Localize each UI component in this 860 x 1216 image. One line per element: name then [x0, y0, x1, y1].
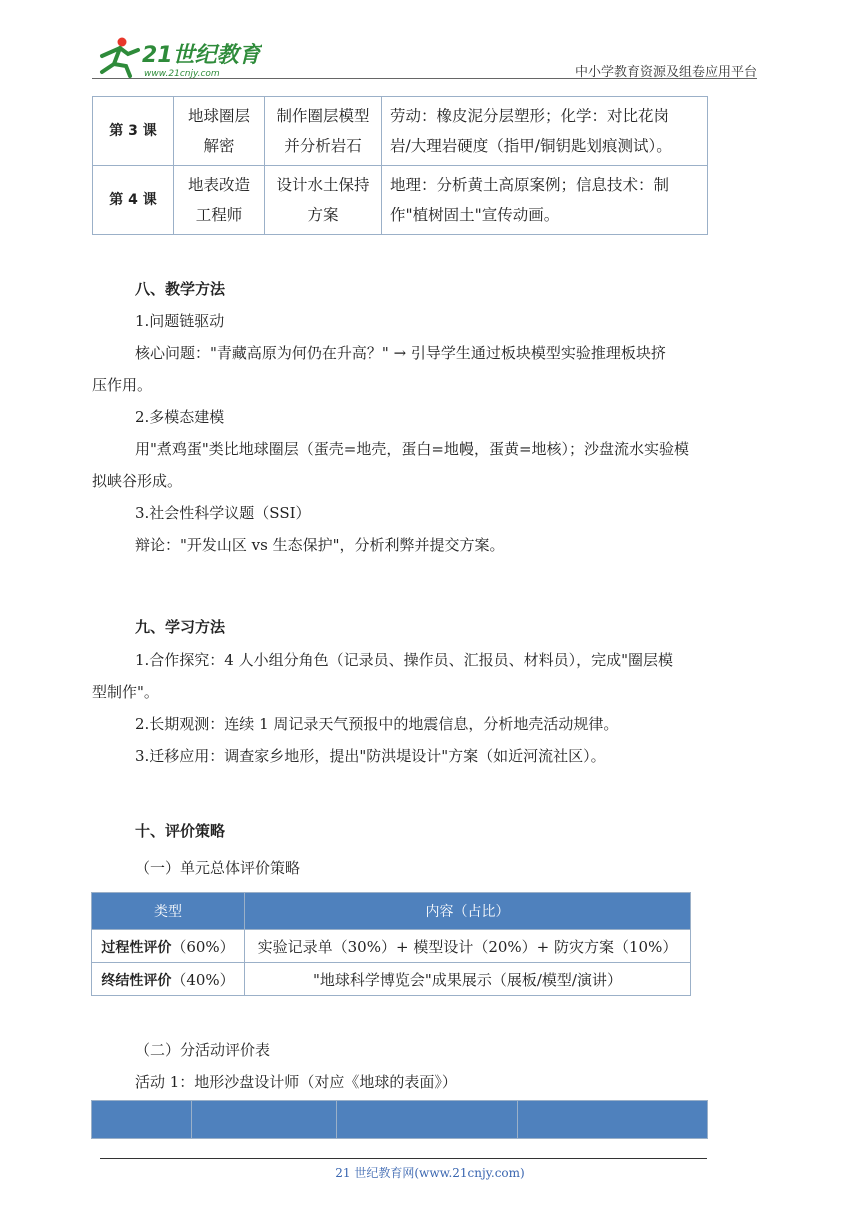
table-row [92, 963, 691, 996]
content-cell: "地球科学博览会"成果展示（展板/模型/演讲） [245, 963, 691, 996]
cross-cell: 劳动：橡皮泥分层塑形；化学：对比花岗 岩/大理岩硬度（指甲/铜钥匙划痕测试）。 [382, 97, 708, 166]
header-cell [337, 1101, 518, 1139]
header-cell [92, 1101, 192, 1139]
table-row [92, 930, 691, 963]
section-9-title: 九、学习方法 [135, 618, 226, 636]
task-cell: 设计水土保持 方案 [265, 166, 382, 235]
section-10-sub1: （一）单元总体评价策略 [135, 859, 301, 877]
section-10-title: 十、评价策略 [135, 822, 226, 840]
header-content: 内容（占比） [245, 893, 691, 930]
eval-table [91, 892, 691, 996]
lesson-cell: 第 4 课 [93, 166, 174, 235]
header-cell [192, 1101, 337, 1139]
lesson-cell: 第 3 课 [93, 97, 174, 166]
page-header [92, 28, 757, 84]
table-row [93, 97, 708, 166]
table-row [93, 166, 708, 235]
table-header-row [92, 893, 691, 930]
logo-url: www.21cnjy.com [144, 69, 220, 78]
section-8-title: 八、教学方法 [135, 280, 226, 298]
header-cell [518, 1101, 708, 1139]
type-cell: 终结性评价（40%） [92, 963, 245, 996]
section-10-sub2: （二）分活动评价表 活动 1：地形沙盘设计师（对应《地球的表面》） [135, 1041, 457, 1091]
lesson-table [92, 96, 708, 235]
task-cell: 制作圈层模型 并分析岩石 [265, 97, 382, 166]
cross-cell: 地理：分析黄土高原案例；信息技术：制 作"植树固土"宣传动画。 [382, 166, 708, 235]
logo-icon [92, 34, 262, 78]
topic-cell: 地球圈层 解密 [174, 97, 265, 166]
activity-table [91, 1100, 708, 1139]
section-8-body: 1.问题链驱动 核心问题："青藏高原为何仍在升高？" → 引导学生通过板块模型实验推理板块挤 压作用。 2.多模态建模 用"煮鸡蛋"类比地球圈层（蛋壳=地壳，蛋白=地幔，蛋黄=地核）；沙盘流水实验模 拟峡谷形成。 3.社会性科学议题（SSI） 辩论："开发山区 vs 生态保护"，分析利弊并提交方案。 [92, 312, 690, 554]
footer-divider [100, 1158, 707, 1159]
topic-cell: 地表改造 工程师 [174, 166, 265, 235]
content-cell: 实验记录单（30%）+ 模型设计（20%）+ 防灾方案（10%） [245, 930, 691, 963]
type-cell: 过程性评价（60%） [92, 930, 245, 963]
table-header-row [92, 1101, 708, 1139]
header-type: 类型 [92, 893, 245, 930]
header-divider [92, 78, 757, 79]
platform-label: 中小学教育资源及组卷应用平台 [574, 65, 757, 80]
logo-text: 21世纪教育 [142, 43, 261, 68]
section-9-body: 1.合作探究：4 人小组分角色（记录员、操作员、汇报员、材料员），完成"圈层模 型制作"。 2.长期观测：连续 1 周记录天气预报中的地震信息，分析地壳活动规律。 3.迁移应用：调查家乡地形，提出"防洪堤设计"方案（如近河流社区）。 [92, 651, 674, 765]
footer-text: 21 世纪教育网(www.21cnjy.com) [335, 1166, 525, 1180]
